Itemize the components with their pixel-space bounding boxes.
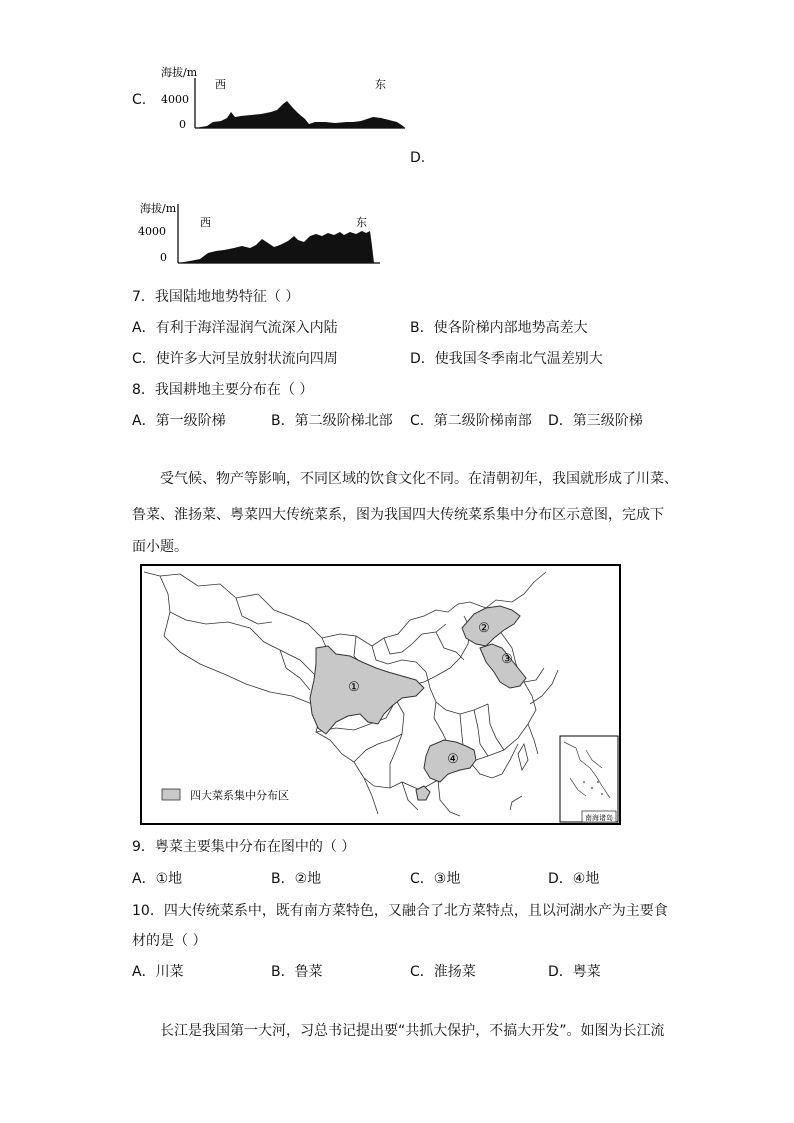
passage1-line2: 鲁菜、淮扬菜、粤菜四大传统菜系，图为我国四大传统菜系集中分布区示意图，完成下 xyxy=(132,507,664,523)
q9-option-a[interactable]: A．①地 xyxy=(132,871,183,887)
q9-stem: 9．粤菜主要集中分布在图中的（ ） xyxy=(132,839,356,855)
legend-text: 四大菜系集中分布区 xyxy=(190,789,289,802)
q10-option-d[interactable]: D．粤菜 xyxy=(548,964,601,980)
passage1-line1: 受气候、物产等影响，不同区域的饮食文化不同。在清朝初年，我国就形成了川菜、 xyxy=(160,471,678,487)
q10-option-c[interactable]: C．淮扬菜 xyxy=(410,964,476,980)
passage1-line3: 面小题。 xyxy=(132,539,188,555)
q7-option-a[interactable]: A．有利于海洋湿润气流深入内陆 xyxy=(132,320,338,336)
china-cuisine-map xyxy=(140,564,622,826)
profile-c-tick-0: 0 xyxy=(179,118,186,131)
q9-option-c[interactable]: C．③地 xyxy=(410,871,461,887)
profile-c-terrain xyxy=(195,101,405,128)
profile-d-ylabel: 海拔/m xyxy=(140,202,177,215)
inset-box xyxy=(560,736,618,822)
q10-stem-line2: 材的是（ ） xyxy=(132,933,207,949)
q8-stem: 8．我国耕地主要分布在（ ） xyxy=(132,382,314,398)
q7-stem: 7．我国陆地地势特征（ ） xyxy=(132,289,300,305)
q7-option-c[interactable]: C．使许多大河呈放射状流向四周 xyxy=(132,351,338,367)
region-2-label: ② xyxy=(478,621,490,636)
q10-stem-line1: 10．四大传统菜系中，既有南方菜特色，又融合了北方菜特点，且以河湖水产为主要食 xyxy=(132,903,668,919)
q9-option-d[interactable]: D．④地 xyxy=(548,871,600,887)
q8-option-b[interactable]: B．第二级阶梯北部 xyxy=(271,413,393,429)
profile-d-west: 西 xyxy=(200,216,211,229)
region-1-label: ① xyxy=(348,680,360,695)
profile-c-tick-4000: 4000 xyxy=(161,93,189,106)
q8-option-d[interactable]: D．第三级阶梯 xyxy=(548,413,643,429)
q7-option-b[interactable]: B．使各阶梯内部地势高差大 xyxy=(410,320,588,336)
q10-option-b[interactable]: B．鲁菜 xyxy=(271,964,323,980)
q9-option-b[interactable]: B．②地 xyxy=(271,871,322,887)
q7-option-d[interactable]: D．使我国冬季南北气温差别大 xyxy=(410,351,603,367)
legend-swatch xyxy=(162,789,180,800)
terrain-profile-d xyxy=(138,198,388,268)
q10-option-a[interactable]: A．川菜 xyxy=(132,964,184,980)
q8-option-c[interactable]: C．第二级阶梯南部 xyxy=(410,413,532,429)
option-d-label: D. xyxy=(410,150,426,166)
profile-d-tick-0: 0 xyxy=(160,251,167,264)
profile-c-east: 东 xyxy=(375,78,386,91)
option-c-label: C. xyxy=(132,92,147,108)
profile-c-west: 西 xyxy=(215,78,226,91)
profile-c-ylabel: 海拔/m xyxy=(161,66,198,79)
passage2-line1: 长江是我国第一大河，习总书记提出要“共抓大保护，不搞大开发”。如图为长江流 xyxy=(160,1023,665,1039)
inset-label: 南海诸岛 xyxy=(585,814,613,822)
region-4-label: ④ xyxy=(447,752,459,767)
terrain-profile-c xyxy=(155,62,415,134)
profile-d-terrain xyxy=(178,231,374,263)
profile-d-tick-4000: 4000 xyxy=(138,225,166,238)
profile-d-east: 东 xyxy=(356,216,367,229)
region-3-label: ③ xyxy=(501,652,513,667)
q8-option-a[interactable]: A．第一级阶梯 xyxy=(132,413,226,429)
